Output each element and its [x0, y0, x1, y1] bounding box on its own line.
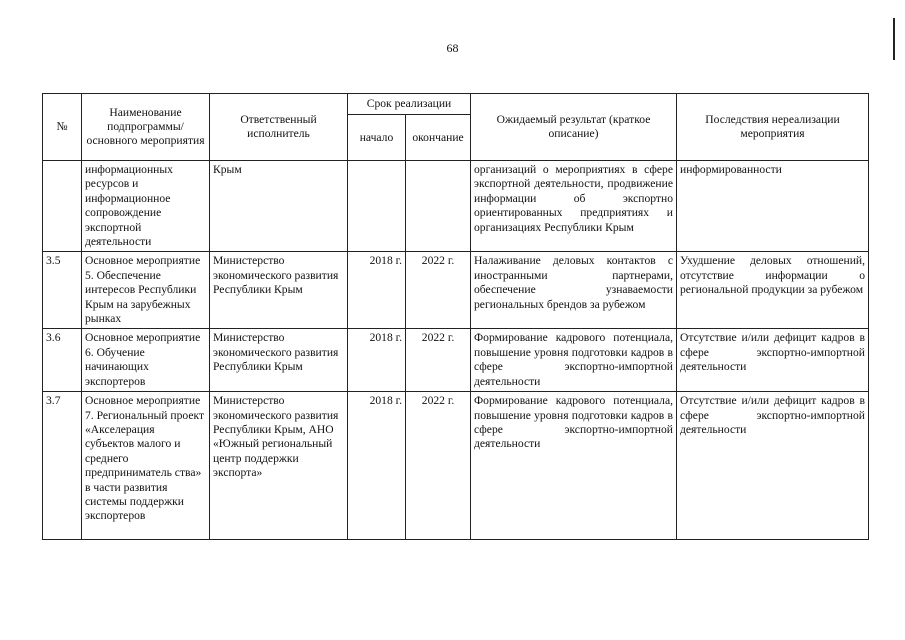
row-name: информационных ресурсов и информационное сопровождение экспортной деятельности: [82, 161, 210, 252]
row-name: Основное мероприятие 7. Региональный проект «Акселерация субъектов малого и среднего предприниматель ства» в части развития системы поддержки экспортеров: [82, 392, 210, 540]
header-consequences: Последствия нереализации мероприятия: [677, 94, 869, 161]
row-num: 3.5: [43, 252, 82, 329]
row-end: [406, 161, 471, 252]
row-start: 2018 г.: [348, 329, 406, 392]
table-row: [43, 161, 869, 252]
row-result: Формирование кадрового потенциала, повышение уровня подготовки кадров в сфере экспортно-импортной деятельности: [471, 329, 677, 392]
row-num: 3.6: [43, 329, 82, 392]
row-end: 2022 г.: [406, 252, 471, 329]
row-responsible: Министерство экономического развития Республики Крым, АНО «Южный региональный центр поддержки экспорта»: [210, 392, 348, 540]
row-end: 2022 г.: [406, 392, 471, 540]
row-end: 2022 г.: [406, 329, 471, 392]
header-result: Ожидаемый результат (краткое описание): [471, 94, 677, 161]
row-consequences: Отсутствие и/или дефицит кадров в сфере экспортно-импортной деятельности: [677, 329, 869, 392]
row-consequences: Отсутствие и/или дефицит кадров в сфере экспортно-импортной деятельности: [677, 392, 869, 540]
row-start: 2018 г.: [348, 252, 406, 329]
header-responsible: Ответственный исполнитель: [210, 94, 348, 161]
scan-edge-mark: [893, 18, 895, 60]
row-start: [348, 161, 406, 252]
row-consequences: информированности: [677, 161, 869, 252]
row-consequences: Ухудшение деловых отношений, отсутствие информации о региональной продукции за рубежом: [677, 252, 869, 329]
header-period: Срок реализации: [348, 94, 471, 115]
row-result: Налаживание деловых контактов с иностранными партнерами, обеспечение узнаваемости региональных брендов за рубежом: [471, 252, 677, 329]
header-end: окончание: [406, 115, 471, 161]
header-num: №: [43, 94, 82, 161]
row-responsible: Крым: [210, 161, 348, 252]
header-start: начало: [348, 115, 406, 161]
row-name: Основное мероприятие 5. Обеспечение интересов Республики Крым на зарубежных рынках: [82, 252, 210, 329]
row-start: 2018 г.: [348, 392, 406, 540]
row-result: организаций о мероприятиях в сфере экспортной деятельности, продвижение информации об экспортно ориентированных предприятиях и организациях Республики Крым: [471, 161, 677, 252]
table-row: [43, 392, 869, 540]
row-name: Основное мероприятие 6. Обучение начинающих экспортеров: [82, 329, 210, 392]
row-responsible: Министерство экономического развития Республики Крым: [210, 252, 348, 329]
header-name: Наименование подпрограммы/ основного мероприятия: [82, 94, 210, 161]
row-result: Формирование кадрового потенциала, повышение уровня подготовки кадров в сфере экспортно-импортной деятельности: [471, 392, 677, 540]
page-number: 68: [446, 41, 459, 55]
row-num: 3.7: [43, 392, 82, 540]
row-responsible: Министерство экономического развития Республики Крым: [210, 329, 348, 392]
measures-table: [42, 93, 869, 540]
table-row: [43, 252, 869, 329]
table-row: [43, 329, 869, 392]
table-header-row: [43, 94, 869, 115]
row-num: [43, 161, 82, 252]
